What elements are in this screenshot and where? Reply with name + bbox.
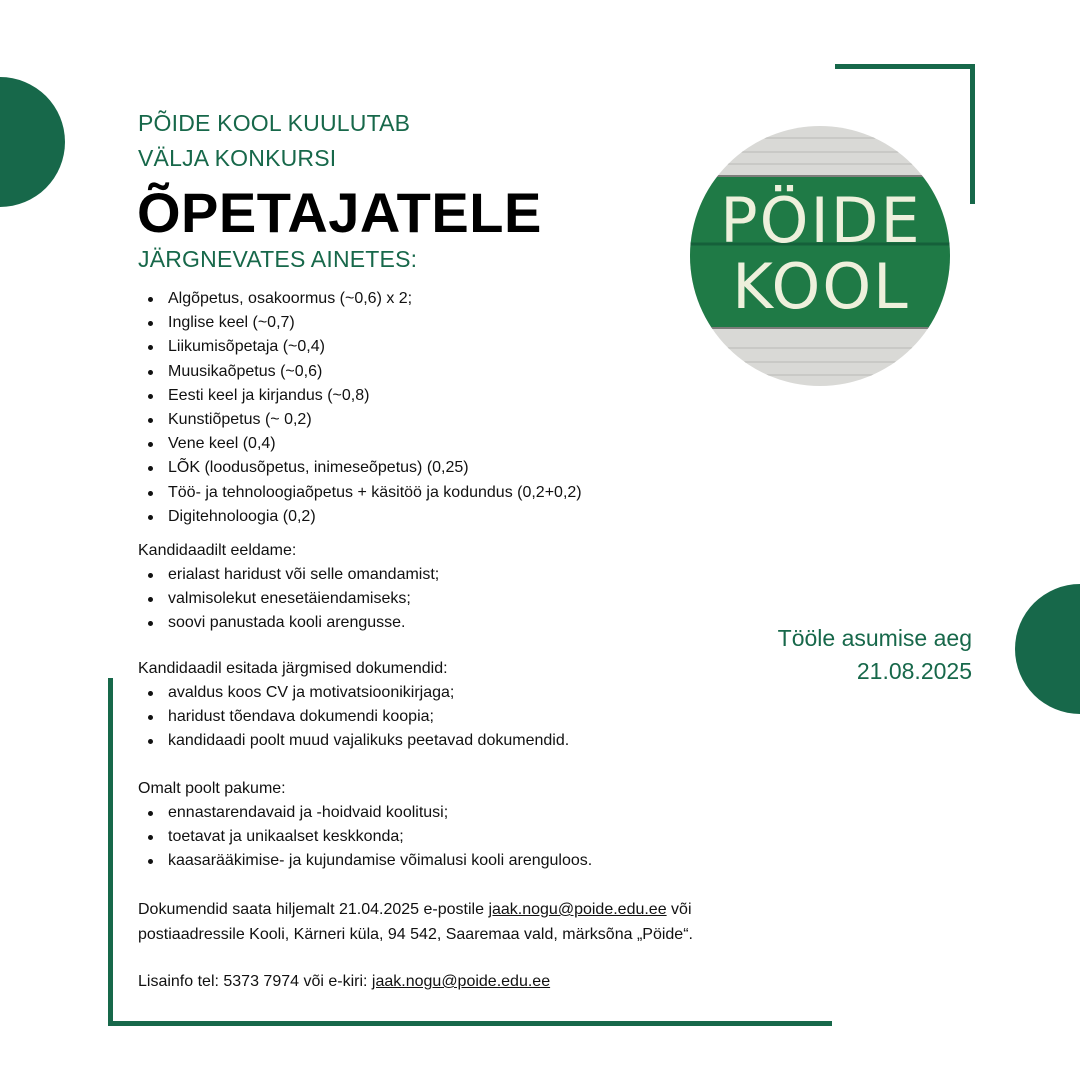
page-title: ÕPETAJATELE xyxy=(137,181,542,244)
list-item: kandidaadi poolt muud vajalikuks peetavad dokumendid. xyxy=(138,729,569,753)
offer-list xyxy=(138,801,592,874)
list-item: kaasarääkimise- ja kujundamise võimalusi kooli arenguloos. xyxy=(138,849,592,873)
start-date-block xyxy=(778,622,972,688)
list-item: haridust tõendava dokumendi koopia; xyxy=(138,705,569,729)
list-item: Muusikaõpetus (~0,6) xyxy=(138,360,582,384)
logo-text-line1: PÖIDE xyxy=(720,184,922,257)
list-item: valmisolekut enesetäiendamiseks; xyxy=(138,587,439,611)
list-item: erialast haridust või selle omandamist; xyxy=(138,563,439,587)
section-label: Omalt poolt pakume: xyxy=(138,780,286,797)
documents-section xyxy=(138,657,569,754)
list-item: Vene keel (0,4) xyxy=(138,432,582,456)
submission-text-prefix: Dokumendid saata hiljemalt 21.04.2025 e-postile xyxy=(138,901,489,918)
school-logo xyxy=(690,126,950,386)
list-item: Algõpetus, osakoormus (~0,6) x 2; xyxy=(138,287,582,311)
section-label: Kandidaadilt eeldame: xyxy=(138,542,297,559)
expectations-list xyxy=(138,563,439,636)
list-item: Töö- ja tehnoloogiaõpetus + käsitöö ja kodundus (0,2+0,2) xyxy=(138,481,582,505)
logo-text-line2: KOOL xyxy=(732,250,910,323)
list-item: Eesti keel ja kirjandus (~0,8) xyxy=(138,384,582,408)
list-item: toetavat ja unikaalset keskkonda; xyxy=(138,825,592,849)
heading-line-3: JÄRGNEVATES AINETES: xyxy=(138,246,418,272)
section-label: Kandidaadil esitada järgmised dokumendid: xyxy=(138,660,448,677)
contact-info xyxy=(138,969,550,994)
decor-circle-right xyxy=(1015,584,1080,714)
start-date-label: Tööle asumise aeg xyxy=(777,625,972,651)
start-date-value: 21.08.2025 xyxy=(856,658,972,684)
heading-line-2: VÄLJA KONKURSI xyxy=(138,145,337,171)
list-item: Inglise keel (~0,7) xyxy=(138,311,582,335)
decor-circle-left xyxy=(0,77,65,207)
logo-image xyxy=(690,126,950,386)
contact-text: Lisainfo tel: 5373 7974 või e-kiri: xyxy=(138,973,372,990)
list-item: Digitehnoloogia (0,2) xyxy=(138,505,582,529)
list-item: avaldus koos CV ja motivatsioonikirjaga; xyxy=(138,681,569,705)
list-item: Kunstiõpetus (~ 0,2) xyxy=(138,408,582,432)
email-link[interactable]: jaak.nogu@poide.edu.ee xyxy=(371,973,551,990)
list-item: Liikumisõpetaja (~0,4) xyxy=(138,335,582,359)
offer-section xyxy=(138,777,592,874)
list-item: LÕK (loodusõpetus, inimeseõpetus) (0,25) xyxy=(138,456,582,480)
list-item: ennastarendavaid ja -hoidvaid koolitusi; xyxy=(138,801,592,825)
subjects-list xyxy=(138,287,582,529)
email-link[interactable]: jaak.nogu@poide.edu.ee xyxy=(488,901,667,918)
heading-line-1: PÕIDE KOOL KUULUTAB xyxy=(138,110,411,136)
expectations-section xyxy=(138,539,439,636)
documents-list xyxy=(138,681,569,754)
submission-text-suffix: või postiaadressile Kooli, Kärneri küla, 94 542, Saaremaa vald, märksõna „Pöide“. xyxy=(138,901,693,943)
submission-paragraph xyxy=(138,897,778,947)
list-item: soovi panustada kooli arengusse. xyxy=(138,611,439,635)
